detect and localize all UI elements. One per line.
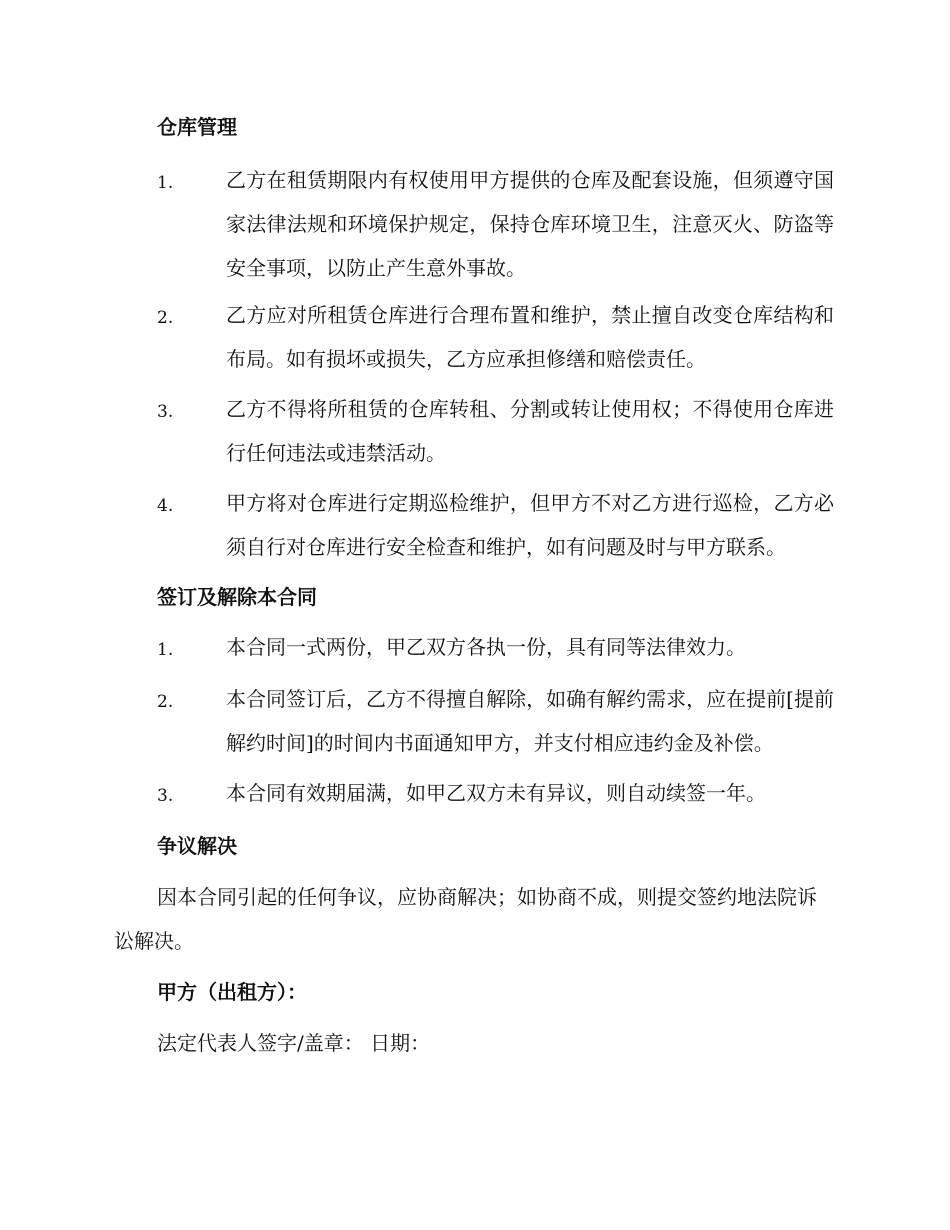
item-number: 1.	[157, 640, 174, 660]
clause-text: 乙方不得将所租赁的仓库转租、分割或转让使用权；不得使用仓库进行任何违法或违禁活动。	[226, 397, 834, 465]
party-a-title: 甲方（出租方）：	[157, 980, 307, 1004]
item-number: 4.	[157, 496, 174, 516]
clause-text: 本合同签订后，乙方不得擅自解除，如确有解约需求，应在提前[提前解约时间]的时间内书面通知甲方，并支付相应违约金及补偿。	[226, 687, 834, 755]
warehouse-clause-2	[114, 293, 834, 381]
section-title-dispute: 争议解决	[157, 834, 237, 858]
section-title-signing: 签订及解除本合同	[157, 585, 317, 609]
signature-date-line: 法定代表人签字/盖章： 日期：	[157, 1031, 431, 1055]
warehouse-clause-3	[114, 387, 834, 475]
warehouse-clause-1	[114, 158, 834, 290]
clause-text: 本合同一式两份，甲乙双方各执一份，具有同等法律效力。	[226, 635, 746, 659]
signing-clause-2	[114, 677, 834, 765]
item-number: 2.	[157, 692, 174, 712]
dispute-text: 因本合同引起的任何争议，应协商解决；如协商不成，则提交签约地法院诉讼解决。	[114, 885, 817, 953]
clause-text: 乙方应对所租赁仓库进行合理布置和维护，禁止擅自改变仓库结构和布局。如有损坏或损失，乙方应承担修缮和赔偿责任。	[226, 303, 834, 371]
section-title-warehouse: 仓库管理	[157, 115, 237, 139]
item-number: 1.	[157, 173, 174, 193]
item-number: 2.	[157, 308, 174, 328]
clause-text: 本合同有效期届满，如甲乙双方未有异议，则自动续签一年。	[226, 781, 766, 805]
signing-clause-3	[114, 771, 834, 815]
clause-text: 乙方在租赁期限内有权使用甲方提供的仓库及配套设施，但须遵守国家法律法规和环境保护规定，保持仓库环境卫生，注意灭火、防盗等安全事项，以防止产生意外事故。	[226, 168, 834, 280]
item-number: 3.	[157, 786, 174, 806]
signing-clause-1	[114, 625, 834, 669]
warehouse-clause-4	[114, 481, 834, 569]
item-number: 3.	[157, 402, 174, 422]
clause-text: 甲方将对仓库进行定期巡检维护，但甲方不对乙方进行巡检，乙方必须自行对仓库进行安全检查和维护，如有问题及时与甲方联系。	[226, 491, 834, 559]
